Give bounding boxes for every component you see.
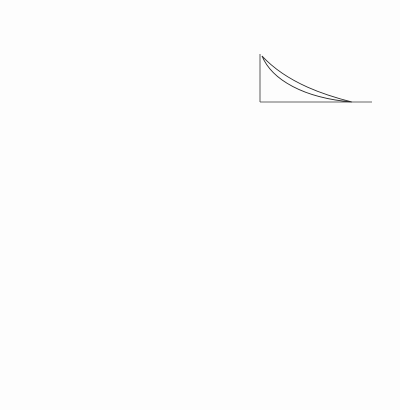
text-line (24, 206, 376, 216)
text-line (24, 81, 234, 91)
text-line (24, 145, 376, 155)
text-line (24, 286, 376, 296)
symbol-description (74, 377, 376, 388)
symbol-row (30, 366, 376, 377)
top-paragraph (24, 51, 234, 111)
text-line (24, 256, 376, 266)
symbol-row (30, 355, 376, 366)
text-line (24, 226, 376, 236)
text-line (24, 236, 376, 246)
symbol-row (30, 377, 376, 388)
symbol-key (30, 355, 74, 366)
symbol-description (74, 366, 376, 377)
symbol-description (74, 355, 376, 366)
text-line (24, 125, 376, 135)
sub-heading-2 (24, 306, 376, 317)
body-paragraph (24, 115, 376, 145)
figure-curve-lower (262, 56, 352, 102)
body-paragraph (24, 317, 376, 337)
figure-curve-upper (262, 56, 352, 102)
text-line (24, 276, 376, 286)
text-line (24, 71, 234, 81)
text-line (24, 216, 376, 226)
curve-figure (248, 50, 378, 108)
text-line (24, 327, 376, 337)
text-line (24, 296, 376, 306)
body-paragraph (24, 145, 376, 175)
equation (24, 339, 376, 353)
text-line (24, 91, 234, 101)
body-paragraph (24, 206, 376, 306)
figure-caption (258, 110, 368, 118)
text-line (24, 175, 376, 185)
symbol-definitions (24, 355, 376, 388)
text-line (24, 51, 234, 61)
symbol-key (30, 377, 74, 388)
text-line (24, 155, 376, 165)
text-line (24, 165, 376, 175)
text-line (24, 135, 376, 145)
text-line (24, 101, 234, 111)
body-paragraph (24, 175, 376, 195)
text-line (24, 61, 234, 71)
top-fragment (24, 30, 376, 40)
text-line (24, 185, 376, 195)
text-line (24, 317, 376, 327)
symbol-key (30, 366, 74, 377)
footer-line (24, 388, 376, 398)
text-line (24, 246, 376, 256)
text-line (24, 266, 376, 276)
sub-heading (24, 195, 376, 206)
